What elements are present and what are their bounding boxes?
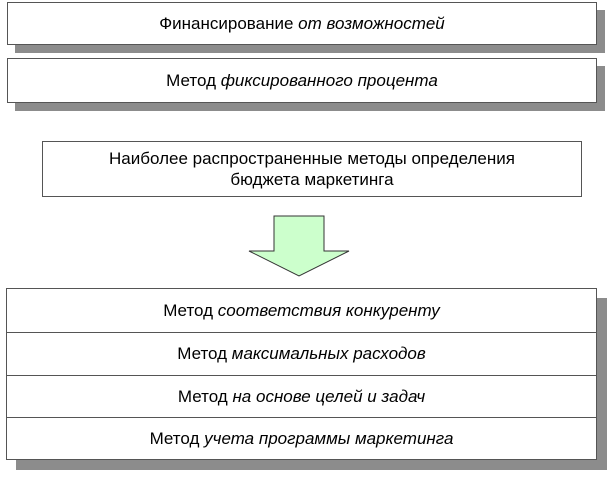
stack-row-plain-text: Метод: [149, 428, 200, 448]
down-arrow-shape: [249, 216, 349, 276]
methods-stack: [6, 288, 597, 460]
stack-row-italic-text: на основе целей и задач: [232, 386, 426, 406]
stack-row-plain-text: Метод: [177, 386, 228, 406]
method-box-italic-text: от возможностей: [298, 13, 445, 33]
central-topic-line-2: бюджета маркетинга: [230, 170, 394, 189]
method-box-italic-text: фиксированного процента: [220, 70, 438, 90]
stack-row-marketing-program: [7, 418, 596, 459]
method-box-funding-from-capabilities: [7, 2, 597, 45]
stack-row-objectives-and-tasks: [7, 376, 596, 418]
central-topic-line-1: Наиболее распространенные методы определения: [109, 149, 515, 168]
stack-row-italic-text: максимальных расходов: [231, 344, 426, 363]
method-box-fixed-percentage: [7, 58, 597, 103]
method-box-plain-text: Финансирование: [159, 13, 299, 33]
stack-row-competitor-parity: [7, 289, 596, 333]
method-box-plain-text: Метод: [166, 70, 221, 90]
stack-row-italic-text: соответствия конкуренту: [217, 300, 440, 320]
central-topic-box: [42, 141, 582, 197]
stack-row-plain-text: Метод: [177, 344, 228, 363]
stack-row-maximum-spending: [7, 333, 596, 376]
down-arrow-icon: [248, 215, 350, 277]
stack-row-italic-text: учета программы маркетинга: [204, 428, 454, 448]
stack-row-plain-text: Метод: [163, 300, 214, 320]
